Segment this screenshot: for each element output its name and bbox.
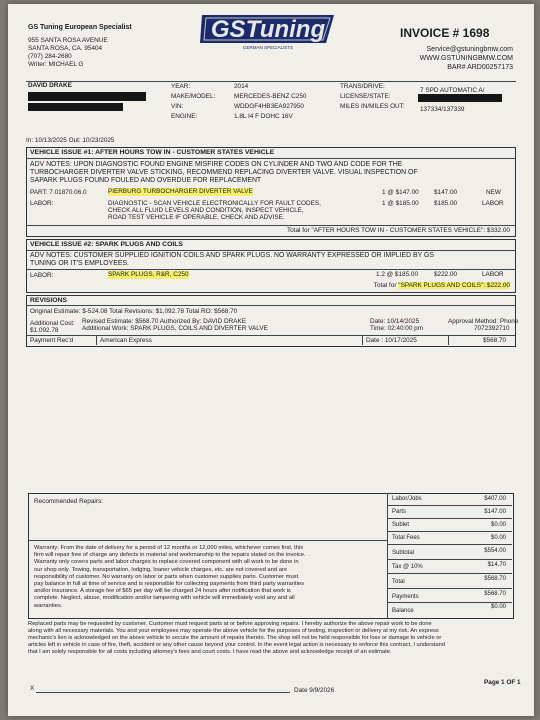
issue1-labor-line1: DIAGNOSTIC - SCAN VEHICLE ELECTRONICALLY FOR FAULT CODES, bbox=[108, 200, 321, 207]
issue2-total bbox=[258, 282, 510, 290]
recommended-divider bbox=[28, 540, 388, 541]
total-value-parts: $147.00 bbox=[484, 509, 506, 515]
redacted-address bbox=[28, 92, 146, 101]
totals-row-divider bbox=[388, 518, 512, 519]
trans-value: 7 SPD AUTOMATIC A/ bbox=[420, 87, 485, 94]
revisions-approval-phone: 7072392710 bbox=[474, 325, 510, 332]
disclaimer-line: mechanic's lien is acknowledged on the above vehicle to secure the amount of repairs thereto. The shop will not be held responsible for loss or damage to vehicle or bbox=[28, 634, 442, 641]
warranty-line: firm will repair free of charge any defects in material and workmanship to the repairs stated on the invoice. bbox=[34, 552, 306, 559]
disclaimer-line: articles left in vehicle in case of fire, theft, accident or any other cause beyond your control. In the event legal action is necessary to enforce this contract, I understand bbox=[28, 641, 445, 648]
disclaimer-line: Replaced parts may be requested by customer. Customer must request parts at or before approving repairs. I hereby authorize the above repair work to be done bbox=[28, 621, 432, 627]
revisions-approval: Approval Method: Phone bbox=[448, 318, 519, 325]
warranty-line: pay balance in full at time of service and is responsible for collecting payments from third party warranties bbox=[34, 580, 305, 587]
issue1-part-qty: 1 @ $147.00 bbox=[382, 189, 419, 196]
page-number: Page 1 OF 1 bbox=[484, 679, 521, 686]
warranty-line: warranties. bbox=[34, 602, 63, 609]
total-label-fees: Total Fees bbox=[392, 535, 420, 541]
logo-subtext: GERMAN SPECIALISTS bbox=[242, 45, 294, 50]
total-value-subtotal: $554.00 bbox=[484, 548, 506, 554]
issue2-header: VEHICLE ISSUE #2: SPARK PLUGS AND COILS bbox=[30, 241, 183, 248]
totals-row-divider bbox=[388, 544, 512, 545]
issue1-total-divider bbox=[26, 225, 515, 226]
gs-tuning-logo bbox=[198, 9, 338, 51]
issue2-labor-desc: SPARK PLUGS, R&R, C250 bbox=[108, 271, 189, 278]
invoice-title: INVOICE # 1698 bbox=[400, 26, 490, 40]
shop-bar-number: BAR# ARD00257173 bbox=[447, 64, 513, 71]
total-value-labor: $407.00 bbox=[484, 496, 506, 502]
issue2-labor-total: $222.00 bbox=[434, 271, 458, 278]
revisions-additional-label: Additional Cost: bbox=[30, 320, 75, 327]
shop-email: Service@gstuningbmw.com bbox=[426, 46, 513, 53]
year-value: 2014 bbox=[234, 83, 249, 90]
issue1-header-divider bbox=[26, 158, 515, 159]
shop-phone: (707) 284-2680 bbox=[28, 53, 72, 60]
warranty-line: and/or insurance. A storage fee of $65 per day will be charged 24 hours after notification that work is bbox=[34, 588, 291, 595]
total-label-subtotal: Subtotal bbox=[392, 550, 415, 556]
warranty-line: responsibility of customer. No warranty on labor or parts when customer supplies parts. Customer must bbox=[34, 573, 299, 580]
issue2-adv-line1: ADV NOTES: CUSTOMER SUPPLIED IGNITION COILS AND SPARK PLUGS. NO WARRANTY EXPRESSED OR IMPLIED BY GS bbox=[30, 252, 434, 259]
recommended-label: Recommended Repairs: bbox=[34, 498, 103, 505]
trans-label: TRANS/DRIVE: bbox=[340, 83, 385, 90]
issue1-part-total: $147.00 bbox=[434, 189, 458, 196]
total-label-balance: Balance bbox=[392, 608, 414, 614]
total-label-payments: Payments bbox=[392, 594, 419, 600]
payment-amount: $568.70 bbox=[483, 337, 507, 344]
year-label: YEAR: bbox=[171, 83, 191, 90]
total-label-total: Total bbox=[392, 579, 405, 585]
totals-row-divider bbox=[388, 588, 512, 589]
issue1-part-desc: PIERBURG TURBOCHARGER DIVERTER VALVE bbox=[108, 188, 253, 195]
issue1-part-label: PART: 7.01870.06.0 bbox=[30, 189, 87, 196]
total-value-tax: $14.70 bbox=[487, 562, 506, 568]
redacted-license bbox=[418, 94, 502, 102]
totals-row-divider bbox=[388, 505, 512, 506]
disclaimer-text bbox=[28, 621, 528, 656]
total-value-fees: $0.00 bbox=[490, 535, 506, 541]
issue1-header: VEHICLE ISSUE #1: AFTER HOURS TOW IN - CUSTOMER STATES VEHICLE bbox=[30, 149, 275, 156]
revisions-header: REVISIONS bbox=[30, 297, 68, 304]
totals-column-divider bbox=[387, 493, 388, 618]
invoice-page bbox=[8, 4, 534, 716]
shop-address1: 955 SANTA ROSA AVENUE bbox=[28, 37, 108, 44]
revisions-time: Time: 02:40:00 pm bbox=[370, 325, 424, 332]
payment-col-divider2 bbox=[362, 335, 363, 345]
issue2-labor-divider bbox=[26, 269, 515, 270]
make-value: MERCEDES-BENZ C250 bbox=[234, 93, 307, 100]
total-label-tax: Tax @ 10% bbox=[392, 564, 423, 570]
issue1-labor-line3: ROAD TEST VEHICLE IF OPERABLE, CHECK AND ADVISE. bbox=[108, 214, 285, 221]
signature-x: X bbox=[30, 685, 35, 692]
total-label-labor: Labor/Jobs bbox=[392, 496, 422, 502]
totals-row-divider bbox=[388, 573, 512, 574]
total-label-parts: Parts bbox=[392, 509, 407, 515]
issue2-labor-label: LABOR: bbox=[30, 272, 54, 279]
shop-writer: Writer: MICHAEL G bbox=[28, 61, 84, 68]
revisions-date: Date: 10/14/2025 bbox=[370, 318, 420, 325]
header-divider bbox=[26, 81, 516, 82]
license-label: LICENSE/STATE: bbox=[340, 93, 391, 100]
disclaimer-line: along with all necessary materials. You and your employees may operate the above vehicle for the purposes of testing, inspection or delivery at my risk. An express bbox=[28, 627, 439, 634]
issue2-labor-type: LABOR bbox=[482, 271, 504, 278]
warranty-line: complete. Neglect, abuse, modification and/or tampering with vehicle will immediately void any and all bbox=[34, 595, 295, 602]
engine-label: ENGINE: bbox=[171, 113, 198, 120]
payment-label: Payment Rec'd bbox=[30, 337, 74, 344]
miles-label: MILES IN/MILES OUT: bbox=[340, 103, 405, 110]
issue1-labor-line2: CHECK ALL FLUID LEVELS AND CONDITION, INSPECT VEHICLE, bbox=[108, 207, 304, 214]
revisions-work: Additional Work: SPARK PLUGS, COILS AND DIVERTER VALVE bbox=[82, 325, 268, 332]
issue2-adv-line2: TUNING OR IT'S EMPLOYEES. bbox=[30, 260, 129, 267]
total-value-sublet: $0.00 bbox=[490, 522, 506, 528]
issue2-total-prefix: Total for bbox=[373, 282, 399, 289]
totals-row-divider bbox=[388, 531, 512, 532]
totals-row-divider bbox=[388, 559, 512, 560]
engine-value: 1.8L I4 F DOHC 16V bbox=[234, 113, 293, 120]
warranty-line: our shop only. Towing, transportation, lodging, loaner vehicle charges, etc. are not covered and are bbox=[34, 566, 288, 573]
warranty-line: Warranty: From the date of delivery for a period of 12 months or 12,000 miles, whichever comes first, this bbox=[34, 545, 304, 551]
warranty-text bbox=[34, 545, 386, 610]
vin-label: VIN: bbox=[171, 103, 184, 110]
total-value-total: $568.70 bbox=[484, 576, 506, 582]
issue1-part-type: NEW bbox=[486, 189, 501, 196]
total-value-balance: $0.00 bbox=[490, 604, 506, 610]
payment-divider bbox=[26, 335, 515, 336]
total-value-payments: $568.70 bbox=[484, 591, 506, 597]
redacted-contact bbox=[28, 103, 123, 111]
service-dates: In: 10/13/2025 Out: 10/23/2025 bbox=[26, 137, 115, 144]
issue1-labor-label: LABOR: bbox=[30, 200, 54, 207]
issue2-labor-qty: 1.2 @ $185.00 bbox=[376, 271, 419, 278]
revisions-original: Original Estimate: $-524.08 Total Revisions: $1,092.78 Total RO: $568.70 bbox=[30, 308, 238, 315]
issue1-total: Total for "AFTER HOURS TOW IN - CUSTOMER STATES VEHICLE": $332.00 bbox=[286, 227, 510, 234]
issue1-adv-line3: SAPARK PLUGS FOUND FOULED AND OVERDUE FOR REPLACEMENT bbox=[30, 177, 262, 184]
payment-col-divider3 bbox=[448, 335, 449, 345]
revisions-header-divider bbox=[26, 305, 515, 306]
revisions-revised: Revised Estimate: $568.70 Authorized By: DAVID DRAKE bbox=[82, 318, 246, 325]
issue1-labor-total: $185.00 bbox=[434, 200, 458, 207]
issue1-labor-type: LABOR bbox=[482, 200, 504, 207]
totals-row-divider bbox=[388, 602, 512, 603]
payment-method: American Express bbox=[100, 337, 152, 344]
logo-text: GSTuning bbox=[210, 16, 326, 43]
shop-name: GS Tuning European Specialist bbox=[28, 24, 132, 31]
signature-date: Date 9/9/2026 bbox=[294, 687, 335, 694]
payment-col-divider1 bbox=[96, 335, 97, 345]
miles-value: 137334/137339 bbox=[420, 106, 465, 113]
total-label-sublet: Sublet bbox=[392, 522, 410, 528]
customer-name: DAVID DRAKE bbox=[28, 82, 72, 89]
issue1-labor-qty: 1 @ $185.00 bbox=[382, 200, 419, 207]
disclaimer-line: that I am solely responsible for all costs including attorney's fees and court costs. I have read the above and acknowledge receipt of an estimate. bbox=[28, 648, 392, 655]
signature-line bbox=[36, 692, 290, 693]
issue2-header-divider bbox=[26, 250, 515, 251]
payment-date: Date : 10/17/2025 bbox=[366, 337, 417, 344]
issue2-total-highlight: "SPARK PLUGS AND COILS": $222.00 bbox=[398, 282, 510, 289]
make-label: MAKE/MODEL: bbox=[171, 93, 216, 100]
warranty-line: Warranty only covers parts and labor charges to replace covered component with all work to be done in bbox=[34, 559, 299, 566]
issue1-adv-line2: TURBOCHARGER DIVERTER VALVE STICKING, RECOMMEND REPLACING DIVERTER VALVE. VISUAL INSPECTION OF bbox=[30, 169, 418, 176]
issue1-adv-line1: ADV NOTES: UPON DIAGNOSTIC FOUND ENGINE MISFIRE CODES ON CYLINDER AND TWO AND CODE FOR THE bbox=[30, 161, 403, 168]
shop-address2: SANTA ROSA, CA. 95404 bbox=[28, 45, 103, 52]
logo-graphic bbox=[198, 9, 338, 51]
shop-website: WWW.GSTUNINGBMW.COM bbox=[419, 55, 513, 62]
revisions-additional-value: $1,092.78 bbox=[30, 327, 59, 334]
vin-value: WDDGF4HB3EA927950 bbox=[234, 103, 304, 110]
